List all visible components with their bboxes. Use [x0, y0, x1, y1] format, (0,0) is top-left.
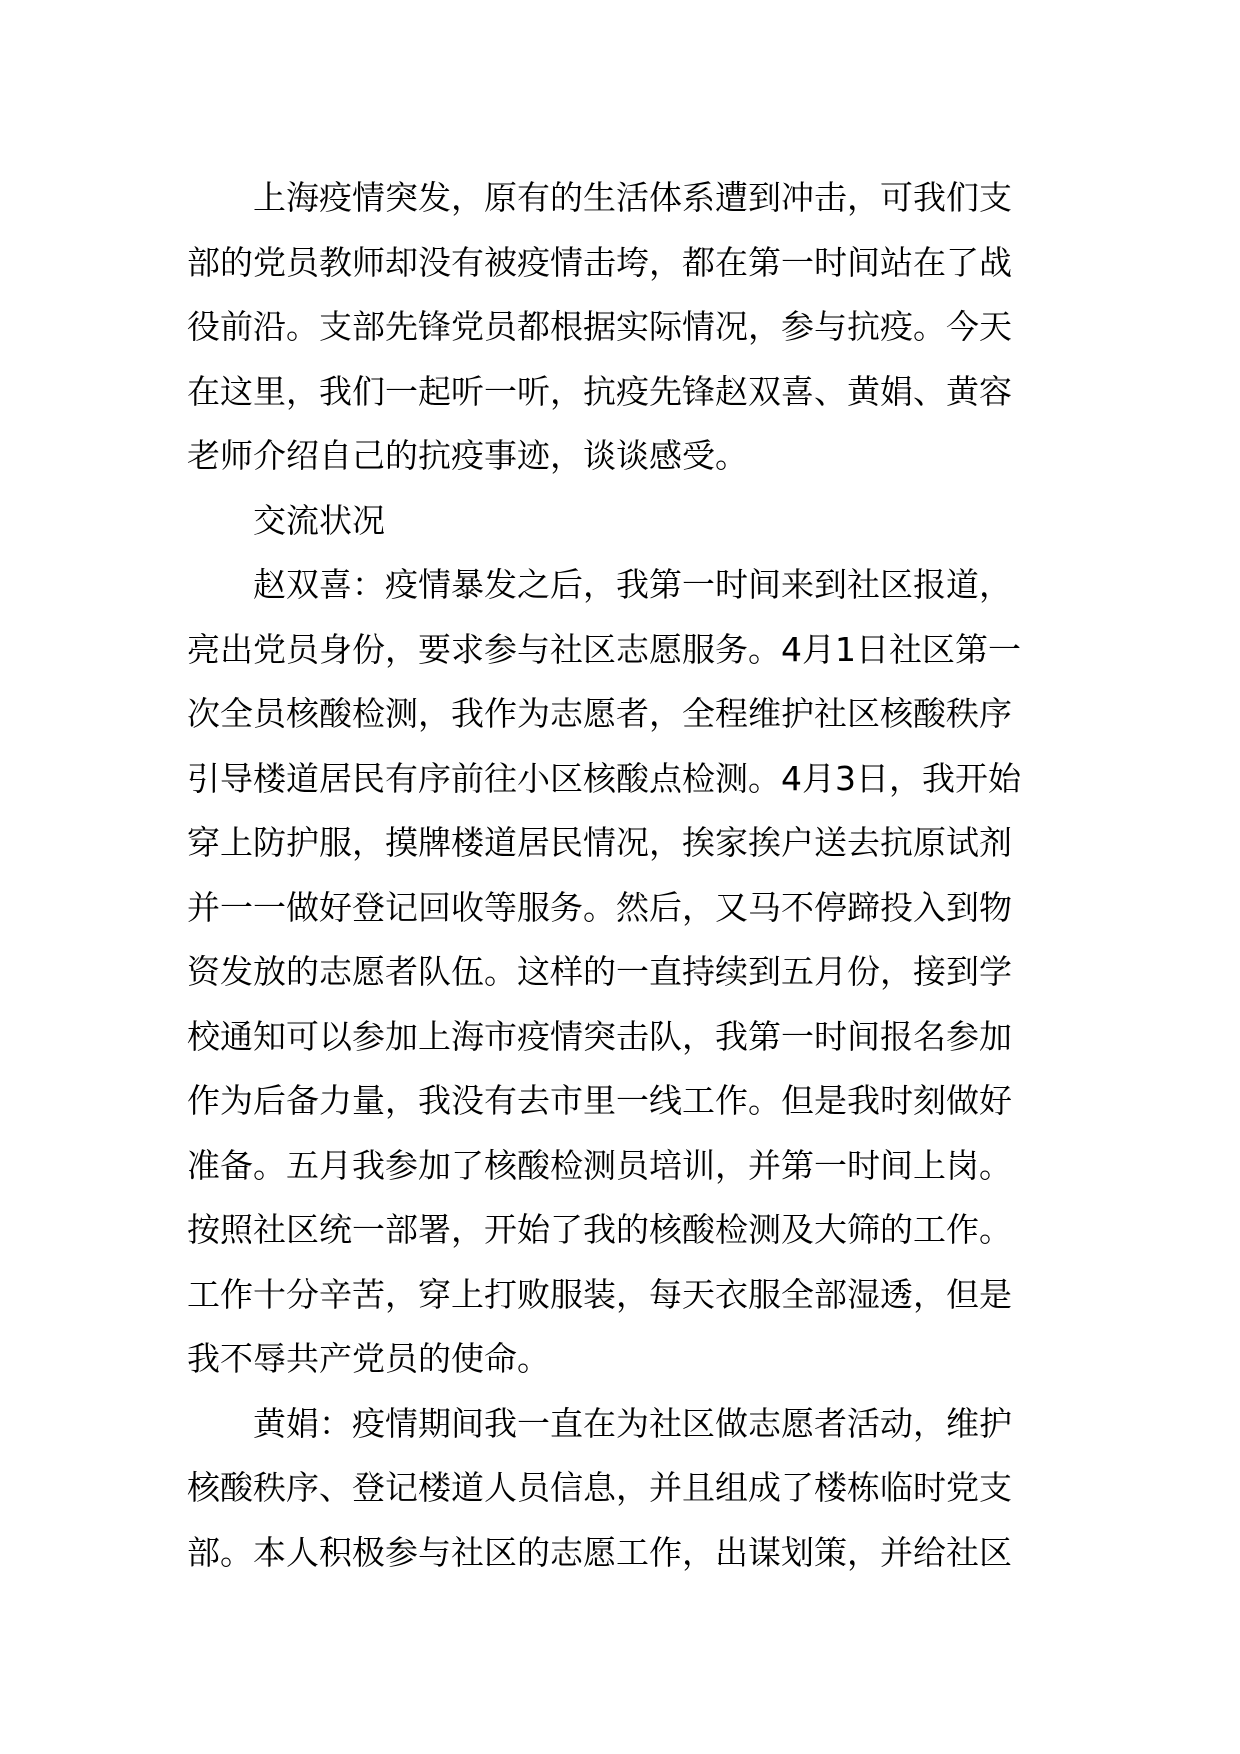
- text-line: 黄娟：疫情期间我一直在为社区做志愿者活动，维护: [253, 1403, 1012, 1443]
- text-line: 上海疫情突发，原有的生活体系遭到冲击，可我们支: [253, 178, 1012, 217]
- text-line: 并一一做好登记回收等服务。然后，又马不停蹄投入到物: [187, 887, 1012, 927]
- text-line: 校通知可以参加上海市疫情突击队，我第一时间报名参加: [187, 1016, 1012, 1056]
- text-line: 引导楼道居民有序前往小区核酸点检测。4月3日，我开始: [187, 758, 1021, 798]
- text-line: 老师介绍自己的抗疫事迹，谈谈感受。: [187, 436, 748, 475]
- text-line: 穿上防护服，摸牌楼道居民情况，挨家挨户送去抗原试剂: [187, 823, 1012, 862]
- text-line: 作为后备力量，我没有去市里一线工作。但是我时刻做好: [187, 1081, 1012, 1120]
- heading-text: 交流状况: [253, 500, 385, 540]
- text-line: 役前沿。支部先锋党员都根据实际情况，参与抗疫。今天: [187, 307, 1012, 346]
- paragraph-zhao: [187, 553, 1057, 1392]
- text-line: 次全员核酸检测，我作为志愿者，全程维护社区核酸秩序: [187, 694, 1012, 733]
- text-line: 我不辱共产党员的使命。: [187, 1339, 550, 1378]
- text-line: 亮出党员身份，要求参与社区志愿服务。4月1日社区第一: [187, 629, 1021, 669]
- document-page: [187, 166, 1057, 1585]
- text-line: 在这里，我们一起听一听，抗疫先锋赵双喜、黄娟、黄容: [187, 371, 1012, 411]
- text-line: 工作十分辛苦，穿上打败服装，每天衣服全部湿透，但是: [187, 1274, 1012, 1314]
- text-line: 按照社区统一部署，开始了我的核酸检测及大筛的工作。: [187, 1210, 1012, 1249]
- section-heading: [187, 489, 1057, 554]
- paragraph-intro: [187, 166, 1057, 489]
- text-line: 资发放的志愿者队伍。这样的一直持续到五月份，接到学: [187, 952, 1012, 991]
- paragraph-huang: [187, 1392, 1057, 1586]
- text-line: 部。本人积极参与社区的志愿工作，出谋划策，并给社区: [187, 1532, 1012, 1572]
- text-line: 部的党员教师却没有被疫情击垮，都在第一时间站在了战: [187, 242, 1012, 282]
- text-line: 赵双喜：疫情暴发之后，我第一时间来到社区报道，: [253, 565, 1012, 604]
- text-line: 核酸秩序、登记楼道人员信息，并且组成了楼栋临时党支: [187, 1468, 1012, 1507]
- text-line: 准备。五月我参加了核酸检测员培训，并第一时间上岗。: [187, 1145, 1012, 1185]
